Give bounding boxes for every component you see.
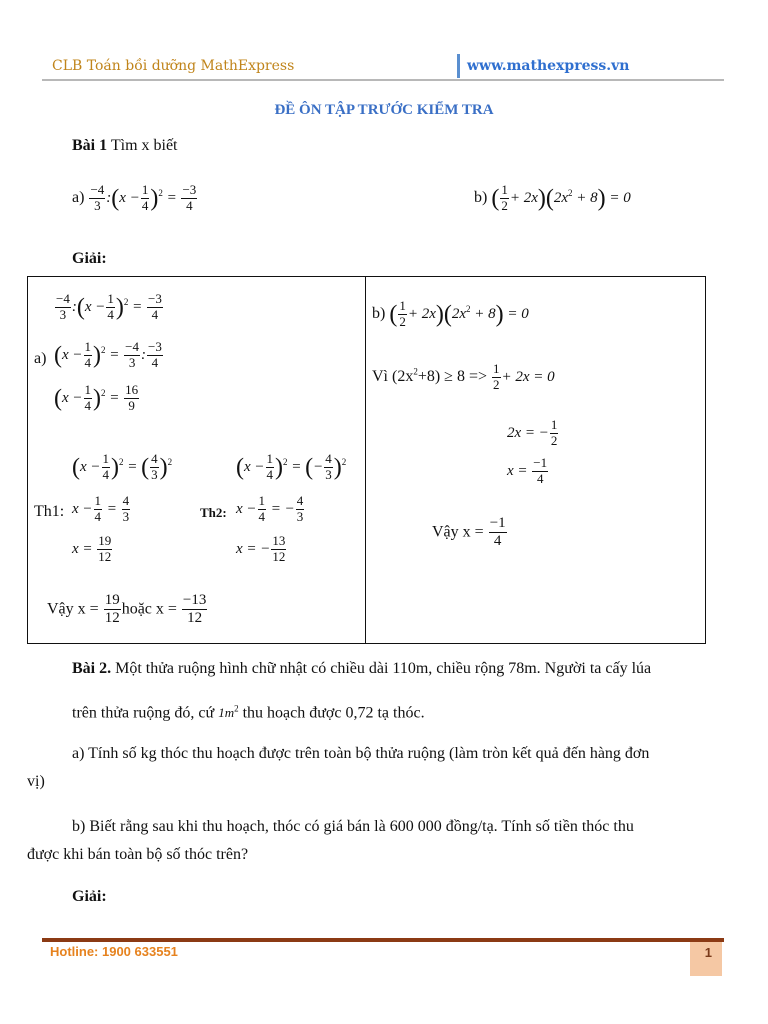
sol-a-step3: (x − $\frac{1}{4}$ )$^2$ = $\frac{16}{9}$ (54, 382, 139, 413)
header-divider (42, 79, 724, 81)
page-number: 1 (704, 945, 712, 960)
sol-a-conclusion: Vậy x = $\frac{19}{12}$ hoặc x = $\frac{-13}{12}$ (47, 592, 207, 627)
footer-hotline[interactable]: Hotline: 1900 633551 (50, 944, 178, 959)
sol-a-case1-eq: (x − $\frac{1}{4}$ )$^2$ = ( $\frac{4}{3}$ )$^2$ (72, 451, 173, 482)
bai1-giai-label: Giải: (72, 250, 107, 267)
sol-th1-eq: x − $\frac{1}{4}$ = $\frac{4}{3}$ (72, 493, 130, 524)
sol-th2-result: x = − $\frac{13}{12}$ (236, 533, 286, 564)
sol-th2-eq: x − $\frac{1}{4}$ = − $\frac{4}{3}$ (236, 493, 304, 524)
header-website-link[interactable]: www.mathexpress.vn (467, 58, 630, 74)
sol-b-header (372, 299, 529, 330)
sol-a-case2-eq: (x − $\frac{1}{4}$ )$^2$ = (− $\frac{4}{3}$ )$^2$ (236, 451, 347, 482)
sol-a-step2: (x − $\frac{1}{4}$ )$^2$ = $\frac{-4}{3}$ : $\frac{-3}{4}$ (54, 339, 162, 370)
sol-b-vi-text2: +8) ≥ 8 => (417, 367, 488, 385)
bai1-heading: Bài 1 (72, 137, 108, 154)
bai2-heading: Bài 2. (72, 660, 112, 677)
sol-th1-label: Th1: (34, 503, 65, 520)
bai1-heading-line (72, 137, 178, 155)
sol-th2-label: Th2: (200, 505, 227, 520)
bai2-text-line2-after: thu hoạch được 0,72 tạ thóc. (242, 704, 425, 722)
bai2-giai-label: Giải: (72, 888, 107, 905)
sol-a-hoac: hoặc x = (121, 600, 177, 618)
bai2-unit: 1m (218, 705, 235, 721)
bai2-part-a-line1: a) Tính số kg thóc thu hoạch được trên toàn bộ thửa ruộng (làm tròn kết quả đến hàng đơn (72, 745, 650, 762)
sol-b-vay: Vậy x = (432, 523, 484, 541)
bai2-part-b-line2: được khi bán toàn bộ số thóc trên? (27, 846, 249, 863)
header-separator (457, 54, 460, 78)
bai2-line2: trên thửa ruộng đó, cứ $1m^2$ thu hoạch được 0,72 tạ thóc. (72, 704, 425, 722)
bai1-part-b (474, 183, 631, 214)
sol-a-vay: Vậy x = (47, 600, 99, 618)
sol-a-step1: $\frac{-4}{3}$ :(x − $\frac{1}{4}$ )$^2$ = $\frac{-3}{4}$ (56, 291, 162, 322)
bai1-part-a-label: a) (72, 188, 85, 206)
sol-b-vi-text: Vì (2x (372, 367, 414, 385)
bai2-text-line2-before: trên thửa ruộng đó, cứ (72, 704, 215, 722)
footer-divider (42, 938, 724, 942)
page-title: ĐỀ ÔN TẬP TRƯỚC KIỂM TRA (274, 102, 494, 118)
sol-b-conclusion: Vậy x = $\frac{-1}{4}$ (432, 515, 506, 550)
sol-b-step1: 2x = − $\frac{1}{2}$ (507, 417, 558, 448)
bai1-part-b-equation: ( $\frac{1}{2}$ + $2x)(2x^2 + 8) = 0$ (491, 182, 631, 213)
solution-box-divider (365, 276, 366, 643)
bai1-prompt: Tìm x biết (110, 137, 178, 154)
bai1-part-b-label: b) (474, 188, 488, 206)
bai1-part-a-equation: $\frac{-4}{3}$ :(x − $\frac{1}{4}$ )$^2$ = $\frac{-3}{4}$ (90, 182, 197, 213)
bai2-text-line1: Một thửa ruộng hình chữ nhật có chiều dài 110m, chiều rộng 78m. Người ta cấy lúa (115, 660, 652, 677)
header-club-name: CLB Toán bồi dưỡng MathExpress (52, 58, 295, 74)
sol-b-step2: x = $\frac{-1}{4}$ (507, 455, 548, 486)
sol-b-label: b) (372, 304, 386, 322)
sol-a-label: a) (34, 350, 47, 367)
bai2-part-a-line2: vị) (27, 773, 45, 790)
sol-b-equation: ( $\frac{1}{2}$ + $2x)(2x^2 + 8) = 0$ (389, 298, 529, 329)
sol-th1-result: x = $\frac{19}{12}$ (72, 533, 112, 564)
bai2-line1 (72, 660, 651, 678)
sol-b-vi-line: Vì $(2x^2+8) \ge 8$ => $\frac{1}{2}$ + 2x = 0 (372, 361, 555, 392)
bai1-part-a (72, 183, 198, 214)
bai2-part-b-line1: b) Biết rằng sau khi thu hoạch, thóc có giá bán là 600 000 đồng/tạ. Tính số tiền thóc thu (72, 818, 634, 835)
